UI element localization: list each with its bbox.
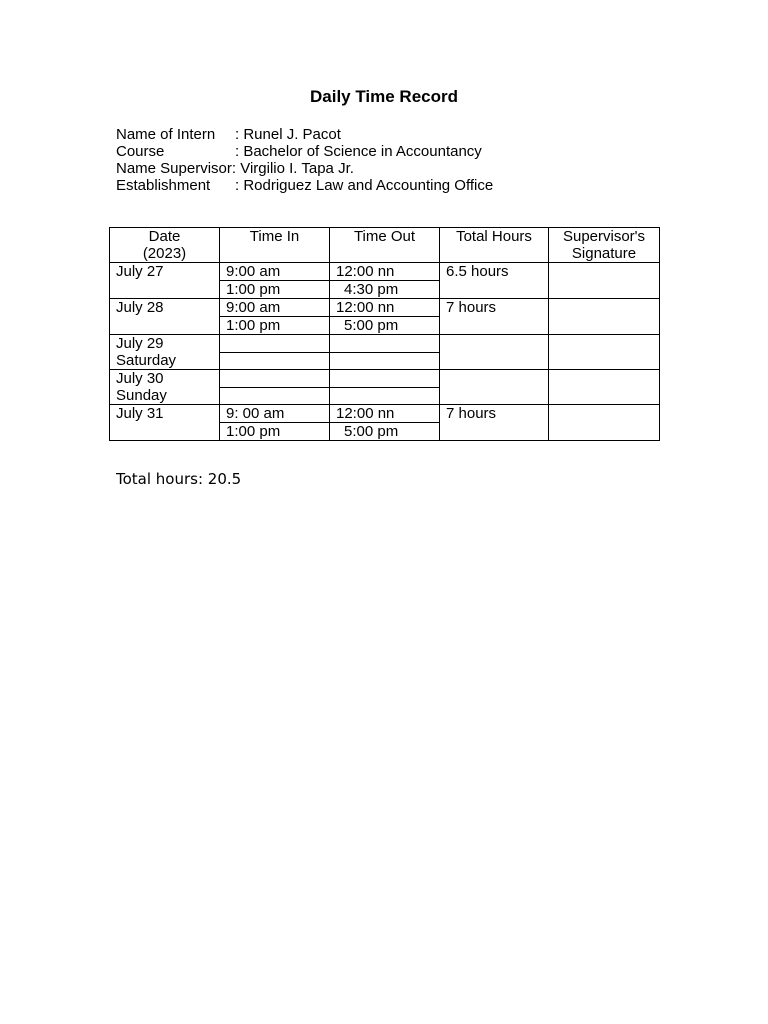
info-value: : Virgilio I. Tapa Jr. bbox=[231, 160, 354, 177]
info-row-course bbox=[116, 143, 493, 160]
signature-cell bbox=[549, 405, 660, 441]
table-row bbox=[110, 263, 660, 281]
total-hours-summary: Total hours: 20.5 bbox=[116, 470, 242, 488]
total-hours-cell: 6.5 hours bbox=[440, 263, 549, 299]
header-signature: Supervisor's Signature bbox=[549, 228, 660, 263]
date-cell: July 29 Saturday bbox=[110, 335, 220, 370]
info-label: Establishment bbox=[116, 177, 211, 194]
header-date: Date (2023) bbox=[110, 228, 220, 263]
info-row-establishment bbox=[116, 177, 493, 194]
time-out-am bbox=[330, 370, 440, 388]
time-in-am bbox=[220, 335, 330, 353]
date-cell: July 31 bbox=[110, 405, 220, 441]
date-cell: July 28 bbox=[110, 299, 220, 335]
signature-cell bbox=[549, 370, 660, 405]
time-in-pm: 1:00 pm bbox=[220, 423, 330, 441]
time-in-am: 9:00 am bbox=[220, 299, 330, 317]
info-row-intern bbox=[116, 126, 493, 143]
total-hours-cell bbox=[440, 335, 549, 370]
signature-cell bbox=[549, 299, 660, 335]
time-in-pm bbox=[220, 387, 330, 405]
info-label: Name Supervisor bbox=[116, 160, 232, 177]
header-total-hours: Total Hours bbox=[440, 228, 549, 263]
table-row bbox=[110, 335, 660, 353]
info-label: Course bbox=[116, 143, 165, 160]
time-out-pm: 4:30 pm bbox=[330, 281, 440, 299]
header-time-in: Time In bbox=[220, 228, 330, 263]
info-row-supervisor bbox=[116, 160, 493, 177]
table-row bbox=[110, 370, 660, 388]
time-out-pm: 5:00 pm bbox=[330, 423, 440, 441]
time-out-am: 12:00 nn bbox=[330, 405, 440, 423]
total-hours-cell: 7 hours bbox=[440, 405, 549, 441]
time-out-pm: 5:00 pm bbox=[330, 317, 440, 335]
table-row bbox=[110, 299, 660, 317]
header-time-out: Time Out bbox=[330, 228, 440, 263]
info-value: : Runel J. Pacot bbox=[235, 126, 341, 143]
info-value: : Bachelor of Science in Accountancy bbox=[235, 143, 482, 160]
time-out-pm bbox=[330, 387, 440, 405]
document-title: Daily Time Record bbox=[309, 87, 459, 106]
time-in-pm: 1:00 pm bbox=[220, 281, 330, 299]
time-in-am bbox=[220, 370, 330, 388]
date-cell: July 30 Sunday bbox=[110, 370, 220, 405]
signature-cell bbox=[549, 335, 660, 370]
total-hours-cell bbox=[440, 370, 549, 405]
time-in-pm bbox=[220, 352, 330, 370]
total-hours-cell: 7 hours bbox=[440, 299, 549, 335]
time-out-am: 12:00 nn bbox=[330, 299, 440, 317]
time-out-am: 12:00 nn bbox=[330, 263, 440, 281]
table-header-row bbox=[110, 228, 660, 263]
table-row bbox=[110, 405, 660, 423]
info-label: Name of Intern bbox=[116, 126, 216, 143]
info-value: : Rodriguez Law and Accounting Office bbox=[235, 177, 494, 194]
date-cell: July 27 bbox=[110, 263, 220, 299]
intern-info bbox=[116, 126, 493, 194]
time-out-pm bbox=[330, 352, 440, 370]
time-record-table bbox=[109, 227, 660, 441]
time-in-pm: 1:00 pm bbox=[220, 317, 330, 335]
time-out-am bbox=[330, 335, 440, 353]
time-in-am: 9: 00 am bbox=[220, 405, 330, 423]
signature-cell bbox=[549, 263, 660, 299]
time-in-am: 9:00 am bbox=[220, 263, 330, 281]
